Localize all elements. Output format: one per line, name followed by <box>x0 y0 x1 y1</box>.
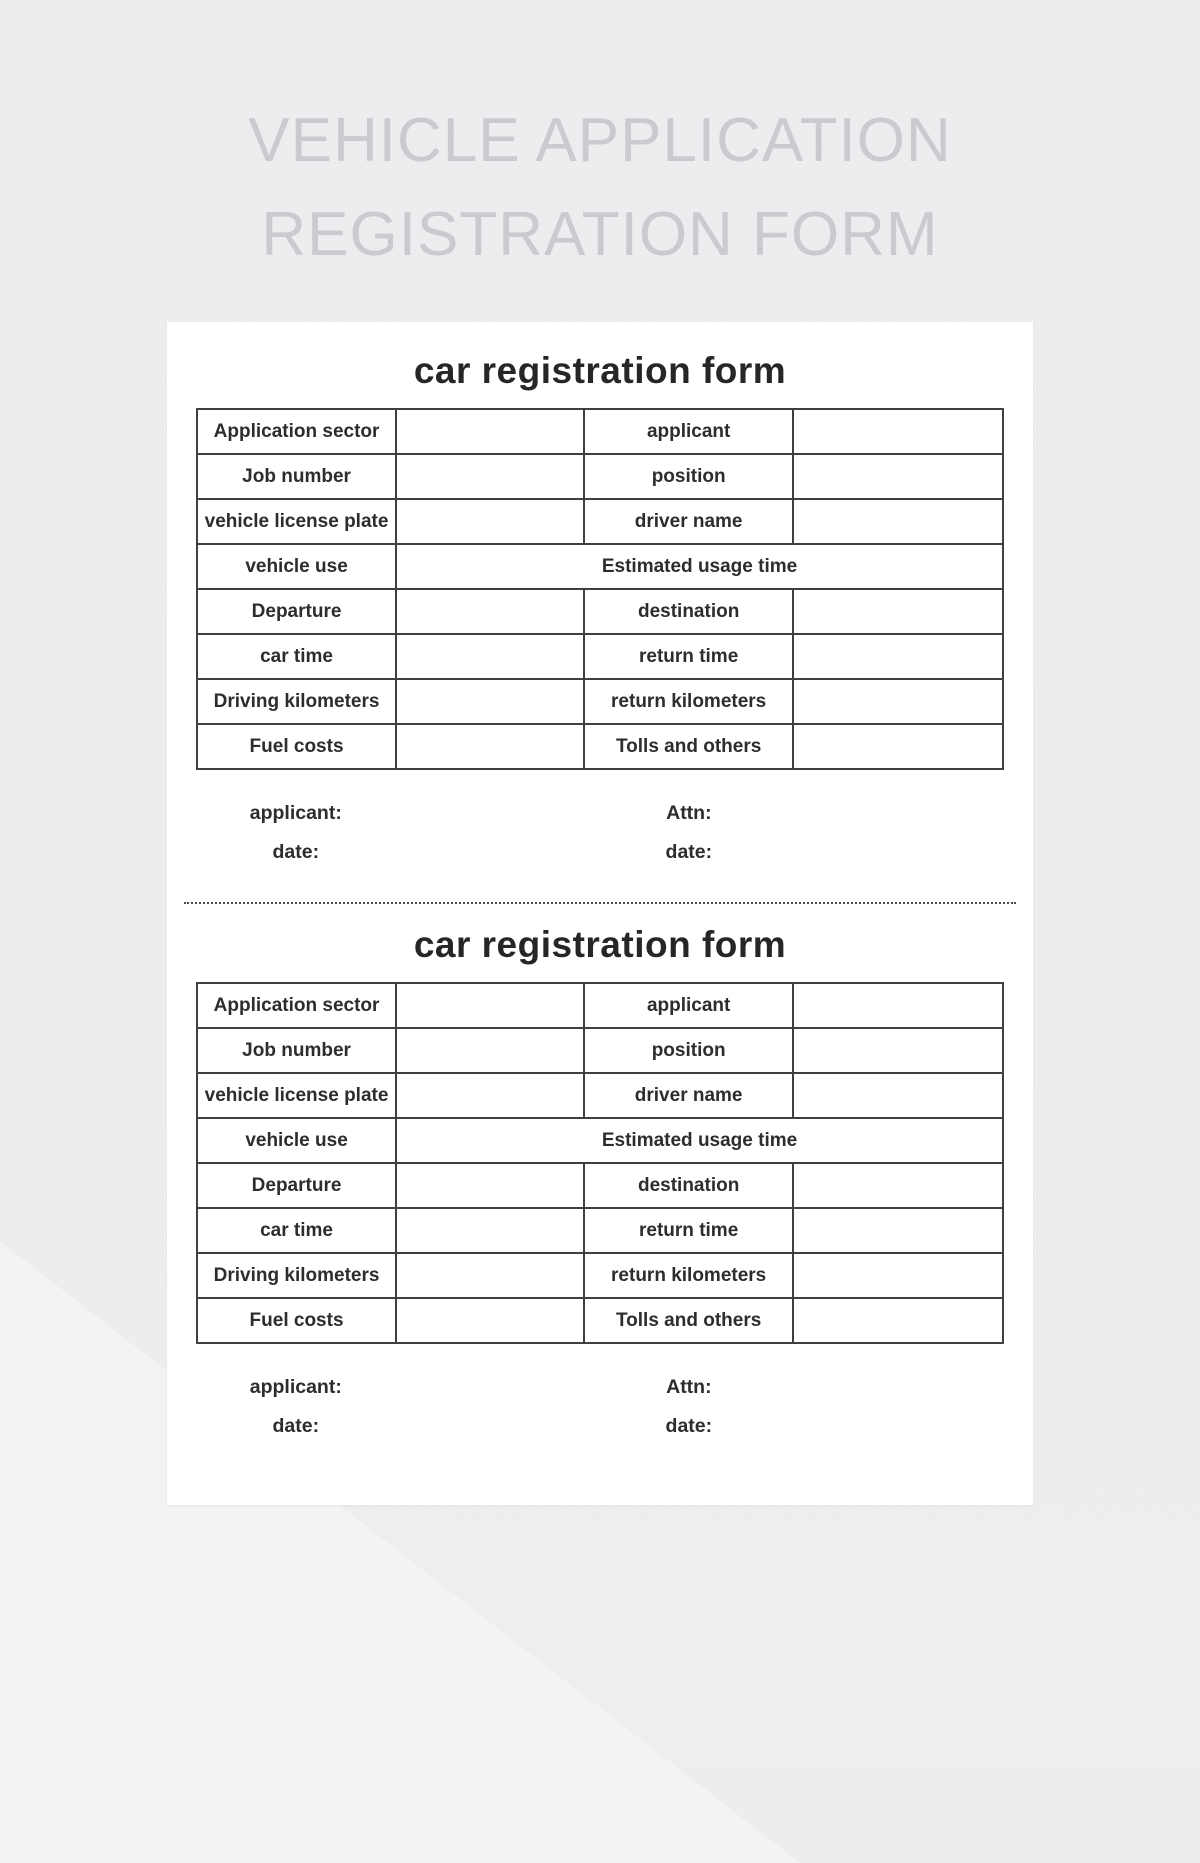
attn-signature-label: Attn: <box>666 802 712 825</box>
page-title <box>0 94 1200 282</box>
input-cell-position[interactable] <box>793 454 1003 499</box>
input-cell-return-kilometers[interactable] <box>793 679 1003 724</box>
attn-date-label: date: <box>665 1415 713 1438</box>
field-label-fuel-costs: Fuel costs <box>197 1298 396 1343</box>
field-label-vehicle-license-plate: vehicle license plate <box>197 499 396 544</box>
field-label-tolls-and-others: Tolls and others <box>584 724 794 769</box>
table-row-application-sector <box>197 983 1003 1028</box>
table-row-job-number <box>197 1028 1003 1073</box>
field-label-car-time: car time <box>197 1208 396 1253</box>
page-title-line-1: VEHICLE APPLICATION <box>248 106 952 175</box>
input-cell-fuel-costs[interactable] <box>396 724 584 769</box>
field-label-return-time: return time <box>584 1208 794 1253</box>
input-cell-driver-name[interactable] <box>793 1073 1003 1118</box>
field-label-fuel-costs: Fuel costs <box>197 724 396 769</box>
signature-applicant-block <box>196 1368 396 1446</box>
input-cell-driving-kilometers[interactable] <box>396 679 584 724</box>
input-cell-destination[interactable] <box>793 1163 1003 1208</box>
field-label-application-sector: Application sector <box>197 983 396 1028</box>
table-row-vehicle-use <box>197 1118 1003 1163</box>
field-label-departure: Departure <box>197 589 396 634</box>
field-label-departure: Departure <box>197 1163 396 1208</box>
signature-attn-block <box>584 794 794 872</box>
signature-attn-block <box>584 1368 794 1446</box>
field-label-applicant: applicant <box>584 983 794 1028</box>
table-row-departure <box>197 589 1003 634</box>
form-document-page <box>167 322 1033 1505</box>
field-label-vehicle-use: vehicle use <box>197 1118 396 1163</box>
field-label-vehicle-use: vehicle use <box>197 544 396 589</box>
field-label-applicant: applicant <box>584 409 794 454</box>
table-row-car-time <box>197 1208 1003 1253</box>
registration-table <box>196 408 1004 770</box>
applicant-date-label: date: <box>272 841 320 864</box>
field-label-car-time: car time <box>197 634 396 679</box>
table-row-license-plate <box>197 1073 1003 1118</box>
form-title: car registration form <box>413 350 787 392</box>
input-cell-vehicle-license-plate[interactable] <box>396 499 584 544</box>
dotted-separator <box>184 902 1016 904</box>
input-cell-return-time[interactable] <box>793 1208 1003 1253</box>
input-cell-applicant[interactable] <box>793 983 1003 1028</box>
signature-area <box>196 794 1004 872</box>
applicant-date-label: date: <box>272 1415 320 1438</box>
form-title: car registration form <box>413 924 787 966</box>
signature-applicant-block <box>196 794 396 872</box>
table-row-application-sector <box>197 409 1003 454</box>
field-label-destination: destination <box>584 589 794 634</box>
input-cell-departure[interactable] <box>396 589 584 634</box>
field-label-return-kilometers: return kilometers <box>584 1253 794 1298</box>
table-row-driving-kilometers <box>197 679 1003 724</box>
field-label-position: position <box>584 454 794 499</box>
field-label-tolls-and-others: Tolls and others <box>584 1298 794 1343</box>
field-label-position: position <box>584 1028 794 1073</box>
input-cell-car-time[interactable] <box>396 634 584 679</box>
attn-date-label: date: <box>665 841 713 864</box>
car-registration-form-2 <box>196 912 1004 1446</box>
input-cell-car-time[interactable] <box>396 1208 584 1253</box>
field-label-driving-kilometers: Driving kilometers <box>197 679 396 724</box>
input-cell-tolls-and-others[interactable] <box>793 724 1003 769</box>
field-label-destination: destination <box>584 1163 794 1208</box>
input-cell-driver-name[interactable] <box>793 499 1003 544</box>
input-cell-job-number[interactable] <box>396 454 584 499</box>
table-row-car-time <box>197 634 1003 679</box>
input-cell-tolls-and-others[interactable] <box>793 1298 1003 1343</box>
input-cell-driving-kilometers[interactable] <box>396 1253 584 1298</box>
field-label-job-number: Job number <box>197 1028 396 1073</box>
table-row-vehicle-use <box>197 544 1003 589</box>
table-row-departure <box>197 1163 1003 1208</box>
field-label-job-number: Job number <box>197 454 396 499</box>
input-cell-departure[interactable] <box>396 1163 584 1208</box>
table-row-job-number <box>197 454 1003 499</box>
field-label-driving-kilometers: Driving kilometers <box>197 1253 396 1298</box>
input-cell-job-number[interactable] <box>396 1028 584 1073</box>
input-cell-destination[interactable] <box>793 589 1003 634</box>
input-cell-position[interactable] <box>793 1028 1003 1073</box>
input-cell-fuel-costs[interactable] <box>396 1298 584 1343</box>
input-cell-return-time[interactable] <box>793 634 1003 679</box>
field-label-return-time: return time <box>584 634 794 679</box>
field-label-application-sector: Application sector <box>197 409 396 454</box>
applicant-signature-label: applicant: <box>249 1376 342 1399</box>
registration-table <box>196 982 1004 1344</box>
input-cell-return-kilometers[interactable] <box>793 1253 1003 1298</box>
input-cell-applicant[interactable] <box>793 409 1003 454</box>
applicant-signature-label: applicant: <box>249 802 342 825</box>
table-row-license-plate <box>197 499 1003 544</box>
table-row-fuel-costs <box>197 1298 1003 1343</box>
table-row-driving-kilometers <box>197 1253 1003 1298</box>
field-label-driver-name: driver name <box>584 499 794 544</box>
signature-area <box>196 1368 1004 1446</box>
table-row-fuel-costs <box>197 724 1003 769</box>
field-label-driver-name: driver name <box>584 1073 794 1118</box>
attn-signature-label: Attn: <box>666 1376 712 1399</box>
page-title-line-2: REGISTRATION FORM <box>261 200 939 270</box>
input-cell-application-sector[interactable] <box>396 983 584 1028</box>
car-registration-form-1 <box>196 338 1004 872</box>
field-label-vehicle-license-plate: vehicle license plate <box>197 1073 396 1118</box>
input-cell-vehicle-license-plate[interactable] <box>396 1073 584 1118</box>
field-label-estimated-usage-time: Estimated usage time <box>396 544 1003 589</box>
input-cell-application-sector[interactable] <box>396 409 584 454</box>
field-label-return-kilometers: return kilometers <box>584 679 794 724</box>
field-label-estimated-usage-time: Estimated usage time <box>396 1118 1003 1163</box>
